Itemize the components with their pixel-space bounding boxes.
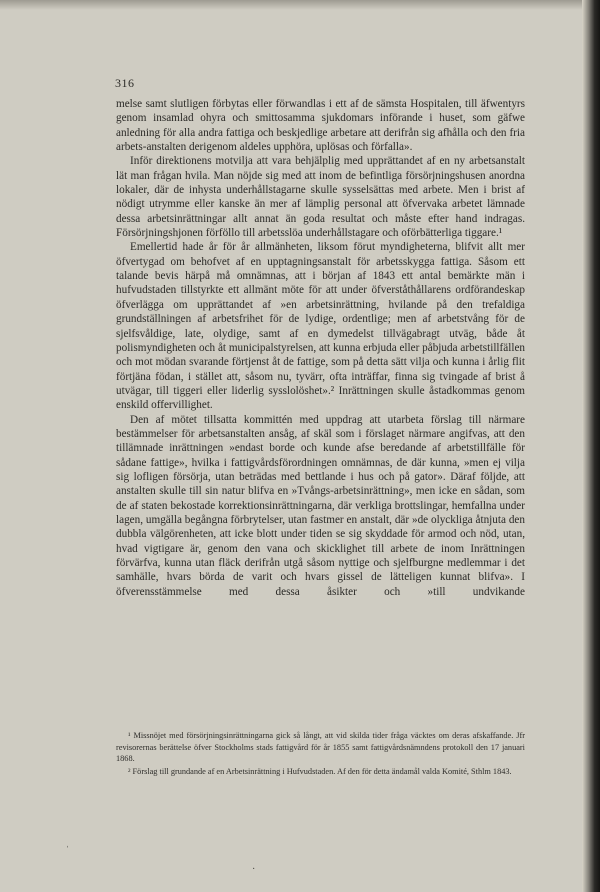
footnote: ² Förslag till grundande af en Arbetsinrättning i Hufvudstaden. Af den för detta ändamål valda Komité, Sthlm 1843.: [128, 766, 512, 776]
scan-speck: ·: [252, 864, 256, 875]
footnotes: [116, 730, 525, 778]
paragraph: Den af mötet tillsatta kommittén med uppdrag att utarbeta förslag till närmare bestämmelser för arbetsanstalten ansåg, af skäl som i förslaget närmare angifvas, att den tillämnade inrättningen »endast borde och kunde afse beredande af arbetstillfälle för sådane fattige», hvilka i fattigvårdsförordningen omnämnas, de där kunna, »men ej vilja sig lofligen försörja, utan beträdas med bettlande i hus och på gator». Däraf följde, att anstalten skulle till sin natur blifva en »Tvångs-arbetsinrättning», men icke en sådan, som de af staten bekostade korrektionsinrättningarna, där verkliga brottslingar, hemfallna under lagen, umgälla begångna förbrytelser, utan fastmer en anstalt, där »de olyckliga åtnjuta den dubbla välgörenheten, att icke blott under tiden se sig skyddade för armod och nöd, utan, hvad vigtigare är, genom den vana och skicklighet till arbete de inom Inrättningen förvärfva, kunna utan fläck derifrån utgå såsom nyttige och sjelfburgne medlemmar i det samhälle, hvars börda de varit och hvars gissel de lätteligen kunnat blifva». I öfverensstämmelse med dessa åsikter och »till undvikande: [116, 413, 525, 598]
paragraph: Inför direktionens motvilja att vara behjälplig med upprättandet af en ny arbetsanstalt lät man frågan hvila. Man nöjde sig med att inom de befintliga försörjningshusen anordna lokaler, där de inhysta underhållstagarne skulle sysselsättas med arbete. Men i brist af nödigt utrymme eller kanske än mer af lämplig personal att öfvervaka arbetet lämnade dessa arbetsinrättningar allt annat än goda resultat och måste efter hand indragas. Försörjningshjonen förföllo till arbetsslöa underhållstagare och oförbätterliga tiggare.¹: [116, 155, 525, 240]
paragraph: melse samt slutligen förbytas eller förwandlas i ett af de sämsta Hospitalen, till äfwentyrs genom insamlad ohyra och smittosamma sjukdomars införande i huset, som gäfwe anledning för alla andra fattiga och beskjedlige arbetare att derifrån sig afhålla och den fria arbets-anstalten derigenom aldeles upphöra, uplösas och förfalla».: [116, 98, 525, 154]
body-text: [116, 97, 525, 599]
paragraph: Emellertid hade år för år allmänheten, liksom förut myndigheterna, blifvit allt mer öfvertygad om behofvet af en upptagningsanstalt för arbetsskygga fattiga. Såsom ett talande bevis härpå må omnämnas, att i början af 1843 ett antal bemärkte män i hufvudstaden tillstyrkte ett allmänt möte för att under öfverståthållarens ordförandeskap öfverlägga om upprättandet af »en arbetsinrättning, hvilande på den trefaldiga grundställningen af arbetsfrihet för de lydige, ordentlige; men af arbetstvång för de sjelfsvåldige, late, olydige, samt af en dymedelst tillvägabragt utväg, både åt polismyndigheten och åt municipalstyrelsen, att kunna erbjuda eller påbjuda arbetstillfällen och mot mödan svarande förtjenst åt de fattige, som på detta sätt vilja och kunna i årlig flit förtjäna födan, i stället att, såsom nu, tyvärr, ofta inträffar, finna sig tvingade af brist å utvägar, till tiggeri eller liderlig sysslolöshet».² Inrättningen skulle åstadkommas genom enskild offervillighet.: [116, 241, 525, 412]
scan-top-shadow: [0, 0, 600, 10]
scan-speck: ˈ: [66, 845, 70, 856]
footnote: ¹ Missnöjet med försörjningsinrättningarna gick så långt, att vid skilda tider fråga väcktes om deras afskaffande. Jfr revisorernas berättelse öfver Stockholms stads fattigvård för år 1855 samt fattigvårdsnämndens protokoll den 17 januari 1868.: [116, 731, 525, 763]
page-number: 316: [115, 76, 135, 90]
scan-edge-shadow: [582, 0, 600, 892]
